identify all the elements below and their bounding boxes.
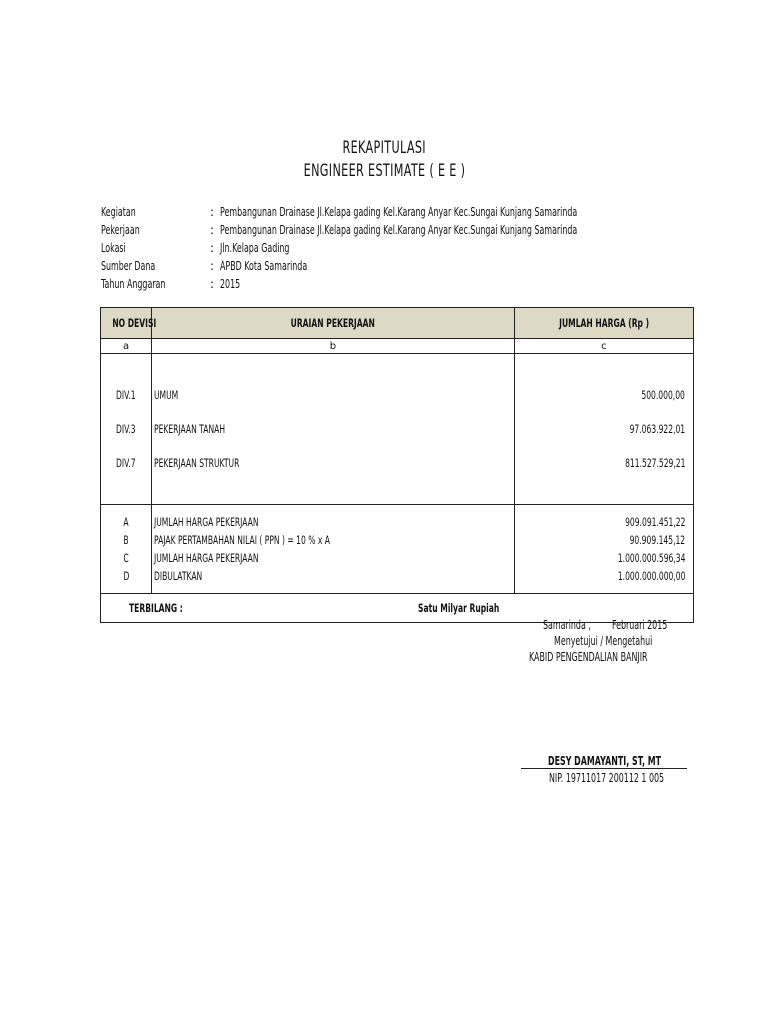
info-row-kegiatan <box>101 203 701 221</box>
subheader-c: c <box>514 339 693 354</box>
division-amount: 97.063.922,01 <box>514 412 693 446</box>
recap-table <box>100 307 694 623</box>
division-amount: 811.527.529,21 <box>514 446 693 480</box>
info-colon: : <box>210 241 215 255</box>
table-row <box>101 412 694 446</box>
signature-place: Samarinda , <box>543 618 591 632</box>
division-code: DIV.7 <box>101 446 152 480</box>
info-label: Kegiatan <box>101 205 136 219</box>
table-subheader-row <box>101 339 694 354</box>
table-row <box>101 446 694 480</box>
info-label: Pekerjaan <box>101 223 140 237</box>
signature-nip: NIP. 19711017 200112 1 005 <box>549 771 665 785</box>
summary-row <box>101 513 694 531</box>
info-row-sumber-dana <box>101 257 701 275</box>
division-description: PEKERJAAN STRUKTUR <box>152 446 515 480</box>
info-label: Lokasi <box>101 241 126 255</box>
division-amount: 500.000,00 <box>514 378 693 412</box>
info-value: APBD Kota Samarinda <box>220 259 308 273</box>
info-row-pekerjaan <box>101 221 701 239</box>
summary-code: B <box>101 531 152 549</box>
signature-date: Februari 2015 <box>612 618 668 632</box>
signature-approval: Menyetujui / Mengetahui <box>554 634 653 648</box>
info-colon: : <box>210 223 215 237</box>
document-subtitle <box>0 161 768 181</box>
table-header-row <box>101 308 694 339</box>
info-row-lokasi <box>101 239 701 257</box>
title-line-2: ENGINEER ESTIMATE ( E E ) <box>303 161 465 181</box>
document-title <box>0 138 768 158</box>
info-row-tahun-anggaran <box>101 275 701 293</box>
info-label: Sumber Dana <box>101 259 156 273</box>
header-jumlah-harga: JUMLAH HARGA (Rp ) <box>514 308 693 339</box>
info-colon: : <box>210 259 215 273</box>
terbilang-label: TERBILANG : <box>129 601 183 615</box>
summary-description: DIBULATKAN <box>152 567 515 585</box>
summary-amount: 90.909.145,12 <box>514 531 693 549</box>
division-code: DIV.3 <box>101 412 152 446</box>
title-line-1: REKAPITULASI <box>342 138 426 158</box>
division-description: UMUM <box>152 378 515 412</box>
info-colon: : <box>210 277 215 291</box>
summary-description: JUMLAH HARGA PEKERJAAN <box>152 513 515 531</box>
summary-code: C <box>101 549 152 567</box>
signature-line <box>521 768 687 769</box>
header-uraian: URAIAN PEKERJAAN <box>152 308 515 339</box>
summary-description: JUMLAH HARGA PEKERJAAN <box>152 549 515 567</box>
terbilang-value: Satu Milyar Rupiah <box>418 601 500 615</box>
subheader-a: a <box>101 339 152 354</box>
info-colon: : <box>210 205 215 219</box>
summary-row <box>101 531 694 549</box>
summary-amount: 1.000.000.000,00 <box>514 567 693 585</box>
summary-code: D <box>101 567 152 585</box>
summary-amount: 1.000.000.596,34 <box>514 549 693 567</box>
signature-position: KABID PENGENDALIAN BANJIR <box>529 650 648 664</box>
subheader-b: b <box>152 339 515 354</box>
header-no-devisi: NO DEVISI <box>101 308 152 339</box>
summary-amount: 909.091.451,22 <box>514 513 693 531</box>
summary-description: PAJAK PERTAMBAHAN NILAI ( PPN ) = 10 % x A <box>152 531 515 549</box>
info-value: 2015 <box>220 277 241 291</box>
info-value: Jln.Kelapa Gading <box>220 241 290 255</box>
division-code: DIV.1 <box>101 378 152 412</box>
summary-row <box>101 567 694 585</box>
summary-row <box>101 549 694 567</box>
signature-name: DESY DAMAYANTI, ST, MT <box>548 754 662 768</box>
info-label: Tahun Anggaran <box>101 277 166 291</box>
info-value: Pembangunan Drainase Jl.Kelapa gading Kel.Karang Anyar Kec.Sungai Kunjang Samarinda <box>220 223 578 237</box>
summary-code: A <box>101 513 152 531</box>
table-row <box>101 378 694 412</box>
info-value: Pembangunan Drainase Jl.Kelapa gading Kel.Karang Anyar Kec.Sungai Kunjang Samarinda <box>220 205 578 219</box>
division-description: PEKERJAAN TANAH <box>152 412 515 446</box>
